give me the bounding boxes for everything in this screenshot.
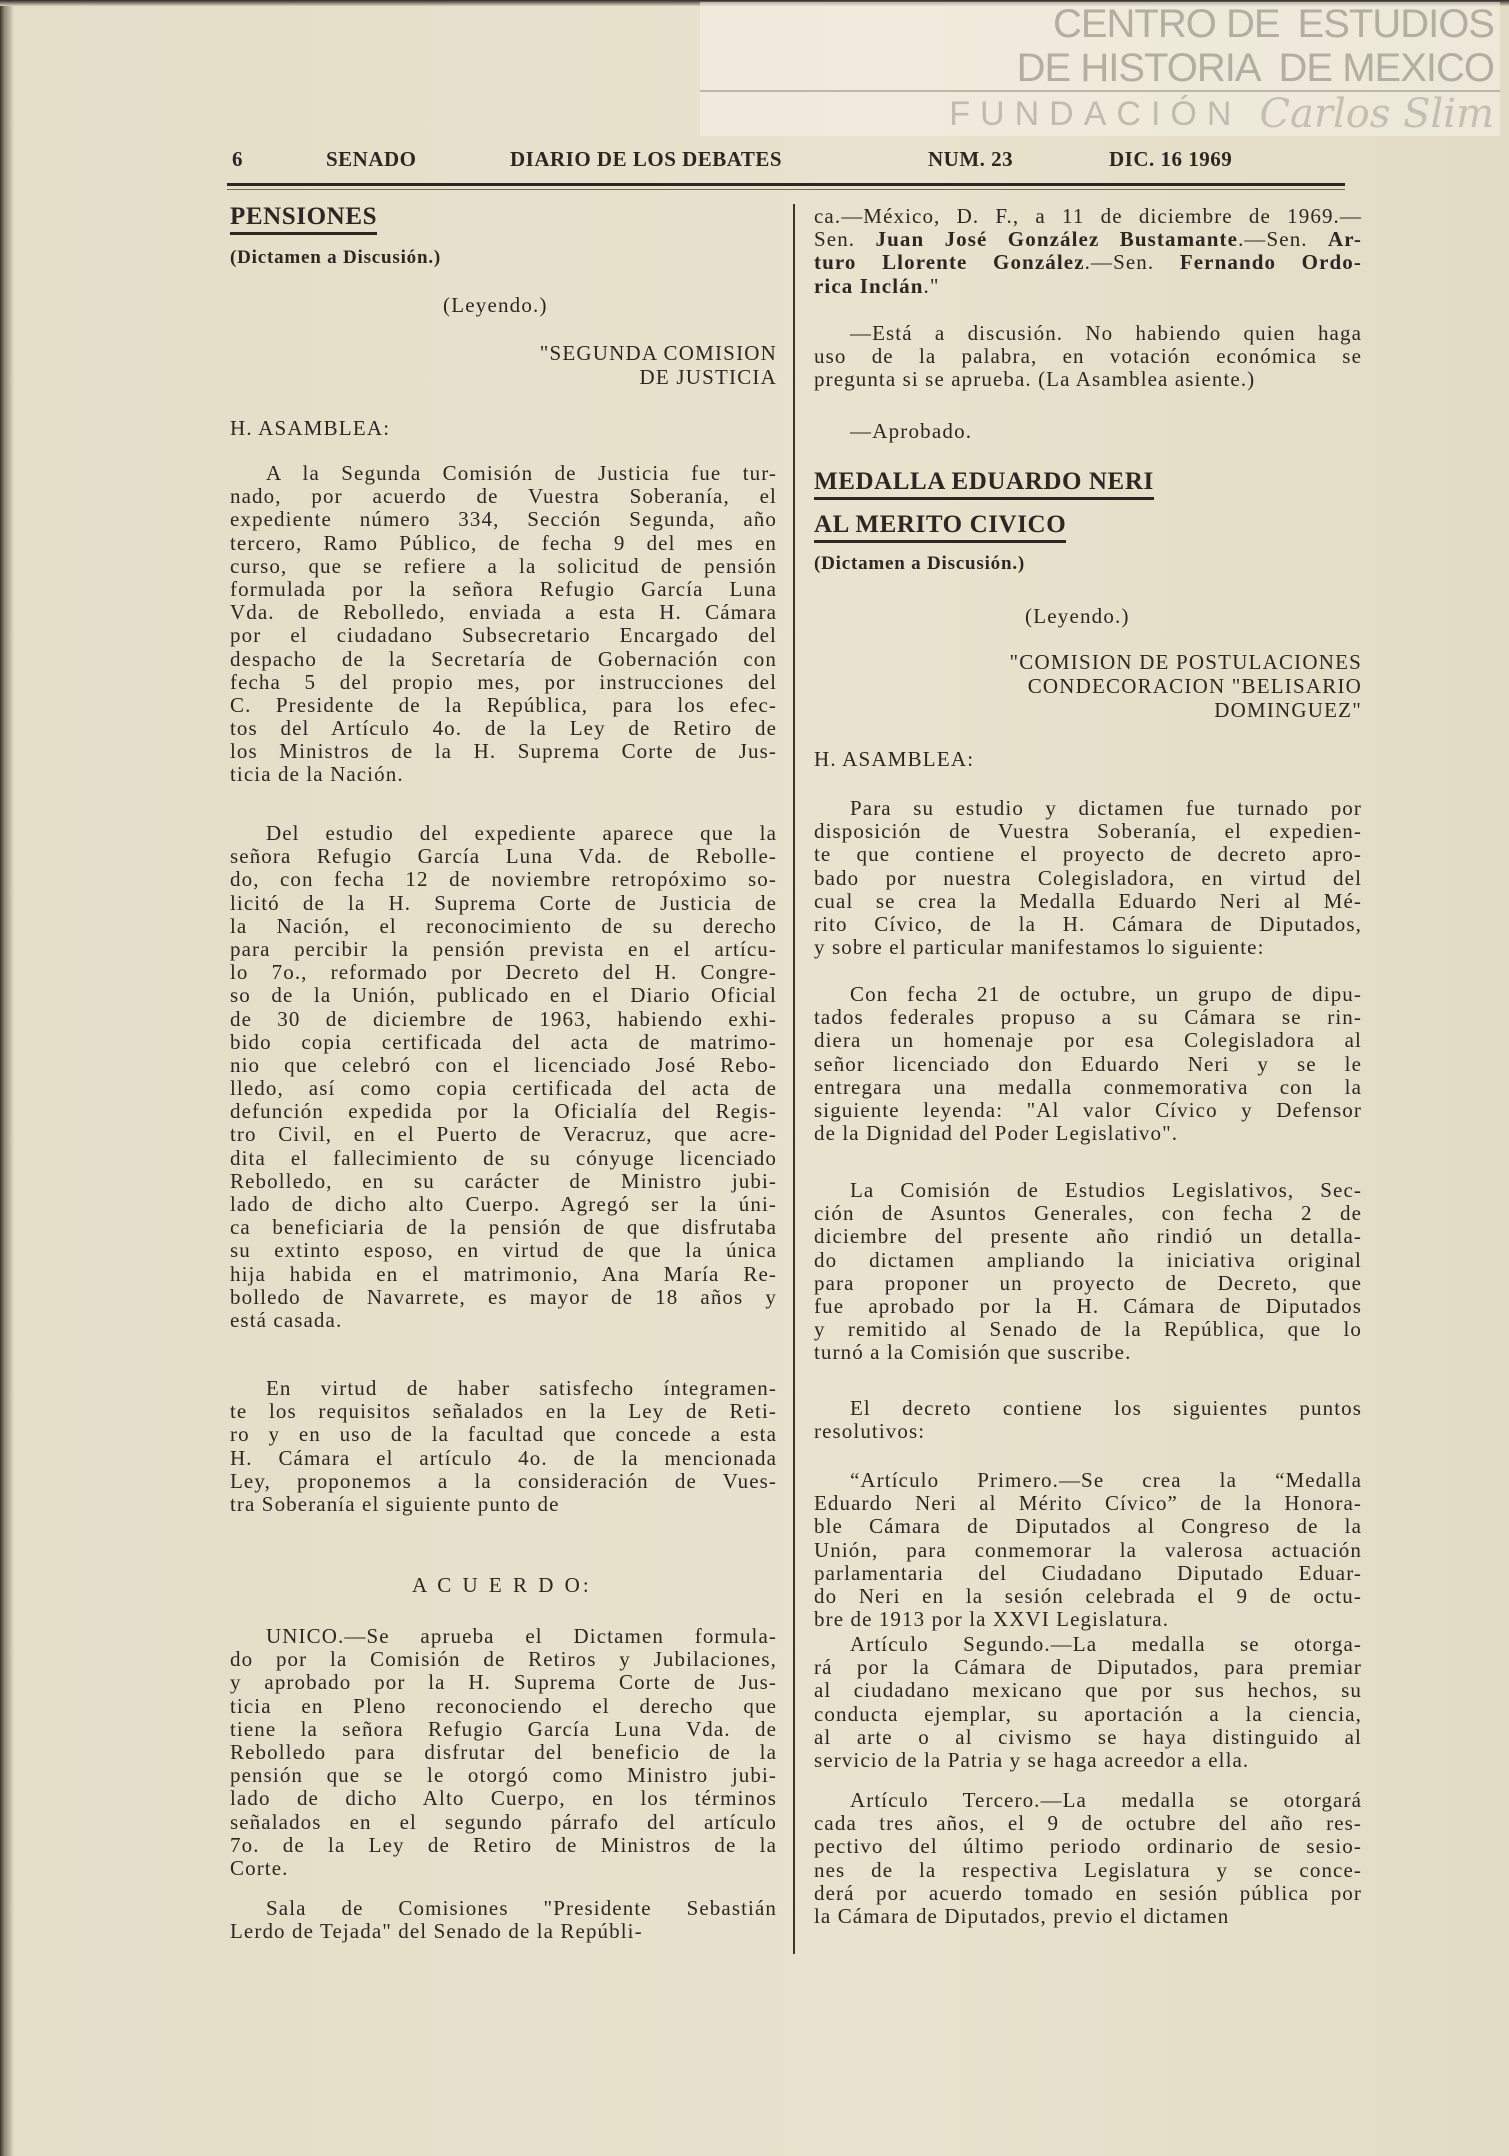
text-line: ción de Asuntos Generales, con fecha 2 de xyxy=(814,1201,1362,1226)
column-divider xyxy=(793,204,795,1954)
text-line: resolutivos: xyxy=(814,1419,926,1444)
text-line: Artículo Tercero.—La medalla se otorgará xyxy=(850,1788,1362,1812)
text-line: bolledo de Navarrete, es mayor de 18 años y xyxy=(230,1284,777,1309)
text-segment: Sen. xyxy=(814,227,876,252)
text-line: cual se crea la Medalla Eduardo Neri al Mé- xyxy=(814,888,1362,913)
text-line: te que contiene el proyecto de decreto apro- xyxy=(814,842,1362,867)
text-line: expediente número 334, Sección Segunda, año xyxy=(230,507,777,532)
text-line xyxy=(814,205,1362,228)
text-line: la Nación, el reconocimiento de su derecho xyxy=(230,913,777,938)
text-line: diciembre del presente año rindió un detalla- xyxy=(814,1224,1362,1249)
text-line: disposición de Vuestra Soberanía, el expedien- xyxy=(814,819,1362,844)
text-line: cada tres años, el 9 de octubre del año res- xyxy=(814,1811,1362,1836)
text-line: Vda. de Rebolledo, enviada a esta H. Cámara xyxy=(230,600,777,625)
text-line: Unión, para conmemorar la valerosa actuación xyxy=(814,1537,1362,1562)
paragraph xyxy=(814,322,1362,392)
text-line: tercero, Ramo Público, de fecha 9 del mes en xyxy=(230,530,777,555)
text-line: para percibir la pensión prevista en el artícu- xyxy=(230,936,777,961)
text-line: y remitido al Senado de la República, que lo xyxy=(814,1317,1362,1342)
text-line: bre de 1913 por la XXVI Legislatura. xyxy=(814,1607,1170,1632)
watermark-line: CENTRO DE xyxy=(1052,2,1280,46)
paragraph xyxy=(230,1377,777,1516)
committee-name: DE JUSTICIA xyxy=(639,365,777,389)
paragraph xyxy=(814,1469,1362,1631)
text-line: lledo, así como copia certificada del acta de xyxy=(230,1076,777,1101)
page-number: 6 xyxy=(232,147,243,171)
text-line: ticia de la Nación. xyxy=(230,762,404,787)
text-line: bado por nuestra Colegisladora, en virtud del xyxy=(814,865,1362,890)
text-line: al arte o al civismo se haya distinguido al xyxy=(814,1724,1362,1749)
senator-name: turo Llorente González xyxy=(814,250,1085,275)
text-line: do Neri en la sesión celebrada el 9 de octu- xyxy=(814,1583,1362,1608)
text-line: do dictamen ampliando la iniciativa original xyxy=(814,1247,1362,1272)
text-line: nio que celebró con el licenciado José Rebo- xyxy=(230,1052,777,1077)
text-line xyxy=(814,275,1362,298)
header-number: NUM. 23 xyxy=(928,147,1014,171)
text-line: nado, por acuerdo de Vuestra Soberanía, el xyxy=(230,484,777,509)
watermark-row xyxy=(1053,2,1494,46)
text-line: nes de la respectiva Legislatura y se conce- xyxy=(814,1857,1362,1882)
watermark-line: DE MEXICO xyxy=(1278,46,1494,90)
paragraph xyxy=(814,1789,1362,1928)
header-chamber: SENADO xyxy=(326,147,417,171)
watermark-row xyxy=(949,92,1494,136)
text-line: Lerdo de Tejada" del Senado de la Repúbli- xyxy=(230,1919,643,1944)
text-line: y aprobado por la H. Suprema Corte de Jus- xyxy=(230,1670,777,1695)
text-line: está casada. xyxy=(230,1307,343,1332)
text-line: Sala de Comisiones "Presidente Sebastián xyxy=(266,1896,777,1920)
approved-note: —Aprobado. xyxy=(850,419,973,443)
text-line: tra Soberanía el siguiente punto de xyxy=(230,1491,560,1516)
salutation: H. ASAMBLEA: xyxy=(814,747,975,771)
text-line: ble Cámara de Diputados al Congreso de la xyxy=(814,1514,1362,1539)
text-line: uso de la palabra, en votación económica se xyxy=(814,344,1362,369)
text-line: Eduardo Neri al Mérito Cívico” de la Honora- xyxy=(814,1491,1362,1516)
text-line: diera un homenaje por esa Colegisladora al xyxy=(814,1028,1362,1053)
senator-name: Fernando Ordo- xyxy=(1179,250,1363,275)
text-line: Rebolledo, en su carácter de Ministro jubi- xyxy=(230,1168,777,1193)
text-line: tos del Artículo 4o. de la Ley de Retiro de xyxy=(230,716,777,741)
text-line: —Está a discusión. No habiendo quien haga xyxy=(850,321,1362,345)
paragraph xyxy=(230,462,777,787)
text-line: hija habida en el matrimonio, Ana María Re- xyxy=(230,1261,777,1286)
text-line: UNICO.—Se aprueba el Dictamen formula- xyxy=(266,1624,777,1648)
signatures xyxy=(814,205,1362,298)
paragraph xyxy=(814,1633,1362,1772)
text-line: do, con fecha 12 de noviembre retropóximo so- xyxy=(230,867,777,892)
text-line: C. Presidente de la República, para los efec- xyxy=(230,692,777,717)
text-line: Del estudio del expediente aparece que la xyxy=(266,821,777,845)
section-subtitle: (Dictamen a Discusión.) xyxy=(814,553,1026,574)
senator-name: rica Inclán xyxy=(814,273,924,298)
text-line: de 30 de diciembre de 1963, habiendo exhi- xyxy=(230,1006,777,1031)
text-line: defunción expedida por la Oficialía del Regis- xyxy=(230,1099,777,1124)
text-line: los Ministros de la H. Suprema Corte de Jus- xyxy=(230,739,777,764)
senator-name: Juan José González Bustamante xyxy=(875,227,1239,252)
text-line: y sobre el particular manifestamos lo siguiente: xyxy=(814,935,1265,960)
text-line: ticia en Pleno reconociendo el derecho que xyxy=(230,1693,777,1718)
paragraph xyxy=(814,1397,1362,1443)
text-line: dita el fallecimiento de su cónyuge licenciado xyxy=(230,1145,777,1170)
committee-name: DOMINGUEZ" xyxy=(1214,698,1362,722)
header-publication: DIARIO DE LOS DEBATES xyxy=(510,147,783,171)
text-line: curso, que se refiere a la solicitud de pensión xyxy=(230,553,777,578)
text-line: señalados en el segundo párrafo del artículo xyxy=(230,1809,777,1834)
text-line: pregunta si se aprueba. (La Asamblea asiente.) xyxy=(814,367,1256,392)
text-line: despacho de la Secretaría de Gobernación con xyxy=(230,646,777,671)
paragraph xyxy=(814,983,1362,1145)
text-line: A la Segunda Comisión de Justicia fue tur- xyxy=(266,461,777,485)
text-line: Con fecha 21 de octubre, un grupo de dipu- xyxy=(850,982,1362,1006)
text-line: ro y en uso de la facultad que concede a esta xyxy=(230,1422,777,1447)
text-line: Rebolledo para disfrutar del beneficio de la xyxy=(230,1739,777,1764)
text-line: bido copia certificada del acta de matrimo- xyxy=(230,1029,777,1054)
text-segment: ca.—México, D. F., a 11 de diciembre de 1969.— xyxy=(814,204,1362,228)
committee-name: "SEGUNDA COMISION xyxy=(539,341,777,365)
text-line: ca beneficiaria de la pensión de que disfrutaba xyxy=(230,1215,777,1240)
text-line: formulada por la señora Refugio García Luna xyxy=(230,576,777,601)
text-line: El decreto contiene los siguientes puntos xyxy=(850,1396,1362,1420)
watermark-line: ESTUDIOS xyxy=(1297,2,1494,46)
agreement-title: A C U E R D O: xyxy=(412,1573,592,1597)
text-line: tados federales propuso a su Cámara se rin- xyxy=(814,1005,1362,1030)
paragraph xyxy=(230,1897,777,1943)
text-line: tro Civil, en el Puerto de Veracruz, que acre- xyxy=(230,1122,777,1147)
text-line: derá por acuerdo tomado en sesión pública por xyxy=(814,1880,1362,1905)
text-line: lado de dicho alto Cuerpo. Agregó ser la úni- xyxy=(230,1192,777,1216)
text-line: la Cámara de Diputados, previo el dictamen xyxy=(814,1903,1230,1928)
text-line: te los requisitos señalados en la Ley de Reti- xyxy=(230,1399,777,1424)
watermark-panel xyxy=(700,2,1500,136)
text-line: turnó a la Comisión que suscribe. xyxy=(814,1340,1132,1365)
text-line: entregara una medalla conmemorativa con la xyxy=(814,1074,1362,1099)
text-line: Artículo Segundo.—La medalla se otorga- xyxy=(850,1632,1362,1656)
reading-note: (Leyendo.) xyxy=(443,293,548,317)
text-segment: .—Sen. xyxy=(1238,227,1328,252)
text-line: fue aprobado por la H. Cámara de Diputados xyxy=(814,1293,1362,1318)
text-line: licitó de la H. Suprema Corte de Justicia de xyxy=(230,890,777,915)
text-line: por el ciudadano Subsecretario Encargado del xyxy=(230,623,777,648)
section-subtitle: (Dictamen a Discusión.) xyxy=(230,247,442,268)
text-line: rito Cívico, de la H. Cámara de Diputados, xyxy=(814,911,1362,936)
text-line: rá por la Cámara de Diputados, para premiar xyxy=(814,1655,1362,1680)
text-line: pensión que se le otorgó como Ministro jubi- xyxy=(230,1763,777,1788)
text-line: Corte. xyxy=(230,1855,289,1880)
text-line: tiene la señora Refugio García Luna Vda. de xyxy=(230,1716,777,1741)
section-title: MEDALLA EDUARDO NERI xyxy=(814,468,1154,500)
paragraph xyxy=(814,1179,1362,1365)
section-title: PENSIONES xyxy=(230,203,377,235)
text-line: de la Dignidad del Poder Legislativo". xyxy=(814,1121,1179,1146)
text-line: señora Refugio García Luna Vda. de Rebolle- xyxy=(230,844,777,869)
text-segment: .—Sen. xyxy=(1084,250,1180,275)
text-line: al ciudadano mexicano que por sus hechos, su xyxy=(814,1678,1362,1703)
text-line: lo 7o., reformado por Decreto del H. Congre- xyxy=(230,960,777,985)
senator-name: Ar- xyxy=(1328,227,1363,252)
reading-note: (Leyendo.) xyxy=(1025,604,1130,628)
committee-name: "COMISION DE POSTULACIONES xyxy=(1009,650,1362,674)
header-rule xyxy=(227,183,1345,186)
committee-name: CONDECORACION "BELISARIO xyxy=(1027,674,1362,698)
text-line: su extinto esposo, en virtud de que la única xyxy=(230,1238,777,1263)
paragraph xyxy=(230,1625,777,1880)
text-line: para proponer un proyecto de Decreto, que xyxy=(814,1270,1362,1295)
text-line: Ley, proponemos a la consideración de Vues- xyxy=(230,1468,777,1493)
paragraph xyxy=(230,822,777,1332)
watermark-row xyxy=(1017,46,1494,90)
watermark-foundation: FUNDACIÓN xyxy=(949,95,1242,133)
section-title: AL MERITO CIVICO xyxy=(814,511,1066,543)
header-rule-thin xyxy=(227,189,1345,190)
text-line: 7o. de la Ley de Retiro de Ministros de la xyxy=(230,1832,777,1857)
text-line: En virtud de haber satisfecho íntegramen- xyxy=(266,1376,777,1400)
text-line xyxy=(814,228,1362,251)
watermark-signature: Carlos Slim xyxy=(1259,91,1494,137)
text-line: Para su estudio y dictamen fue turnado por xyxy=(850,796,1362,820)
text-line: lado de dicho Alto Cuerpo, en los términos xyxy=(230,1786,777,1811)
text-line: so de la Unión, publicado en el Diario Oficial xyxy=(230,983,777,1008)
text-line: señor licenciado don Eduardo Neri y se le xyxy=(814,1051,1362,1076)
text-segment: ." xyxy=(923,273,940,298)
text-line: fecha 5 del propio mes, por instrucciones del xyxy=(230,669,777,694)
text-line: servicio de la Patria y se haga acreedor a ella. xyxy=(814,1747,1250,1772)
text-line: La Comisión de Estudios Legislativos, Sec- xyxy=(850,1178,1362,1202)
text-line: H. Cámara el artículo 4o. de la mencionada xyxy=(230,1445,777,1470)
text-line xyxy=(814,251,1362,274)
paragraph xyxy=(814,797,1362,959)
text-line: siguiente leyenda: "Al valor Cívico y Defensor xyxy=(814,1097,1362,1122)
text-line: “Artículo Primero.—Se crea la “Medalla xyxy=(850,1468,1362,1492)
salutation: H. ASAMBLEA: xyxy=(230,416,391,440)
text-line: parlamentaria del Ciudadano Diputado Eduar- xyxy=(814,1560,1362,1585)
watermark-line: DE HISTORIA xyxy=(1016,46,1261,90)
text-line: do por la Comisión de Retiros y Jubilaciones, xyxy=(230,1647,777,1672)
text-line: conducta ejemplar, su aportación a la ciencia, xyxy=(814,1701,1362,1726)
text-line: pectivo del último periodo ordinario de sesio- xyxy=(814,1834,1362,1859)
header-date: DIC. 16 1969 xyxy=(1109,147,1233,171)
